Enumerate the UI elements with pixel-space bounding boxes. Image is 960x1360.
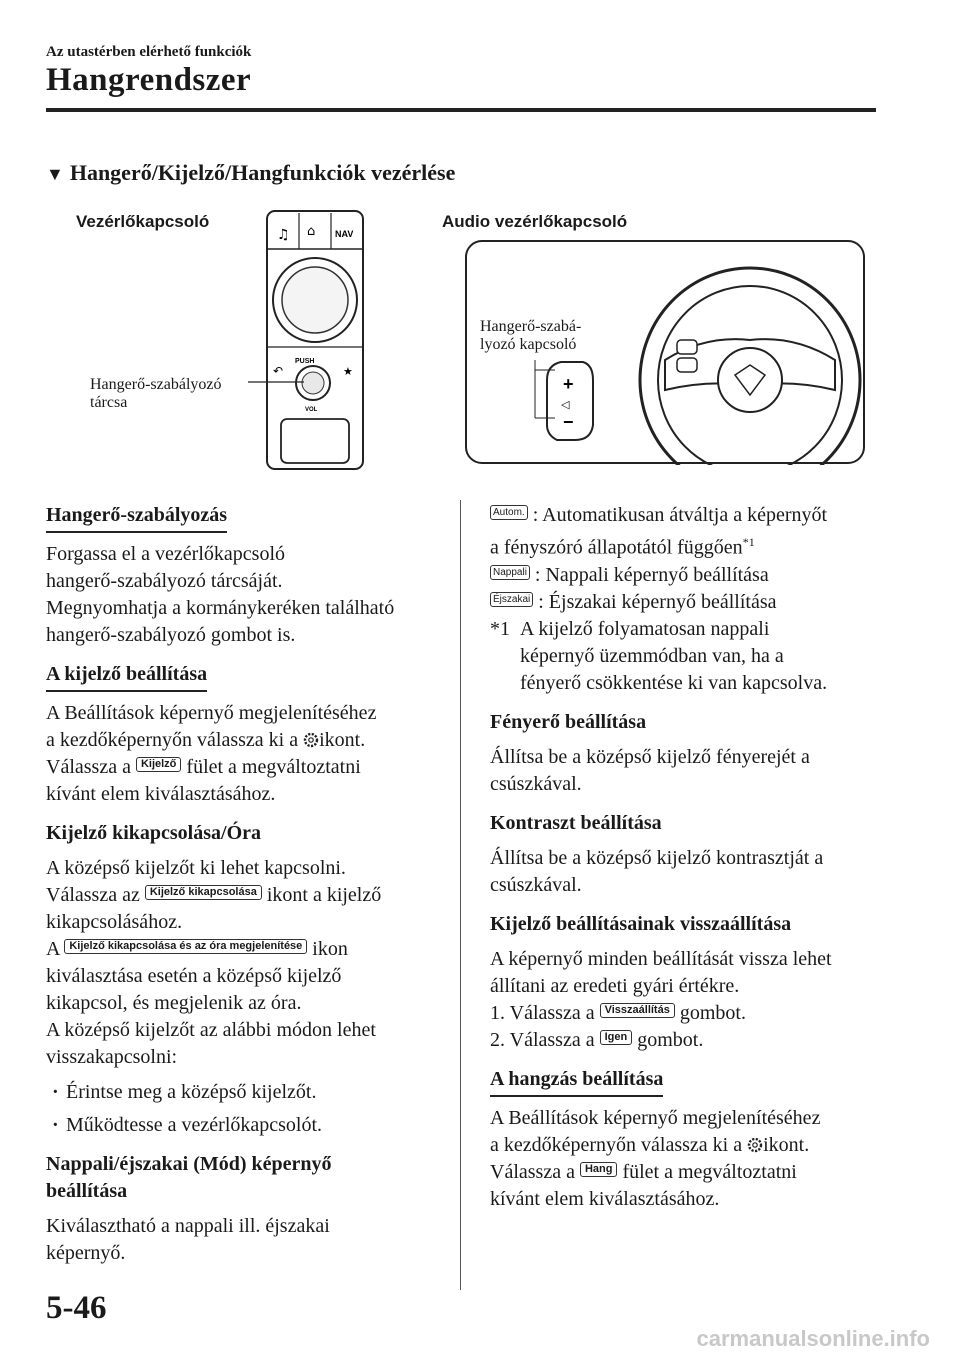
home-icon: ⌂	[307, 224, 316, 239]
left-column: Hangerő-szabályozás Forgassa el a vezérlőkapcsoló hangerő-szabályozó tárcsáját. Megnyomhatja a kormánykeréken található hangerő-szabályozó gombot is. A kijelző beállítása A Beállítások képernyő megjelenítéséhez a kezdőképernyőn válassza ki a ikont. Válassza a Kijelző fület a megváltoztatni kívánt elem kiválasztásához. Kijelző kikapcsolása/Óra A középső kijelzőt ki lehet kapcsolni. Válassza az Kijelző kikapcsolása ikont a kijelző kikapcsolásához. A Kijelző kikapcsolása és az óra megjelenítése ikon kiválasztása esetén a középső kijelző kikapcsol, és megjelenik az óra. A középső kijelzőt az alábbi módon lehet visszakapcsolni: · Érintse meg a középső kijelzőt. · Működtesse a vezérlőkapcsolót. Nappali/éjszakai (Mód) képernyő beállítása Kiválasztható a nappali ill. éjszakai képernyő.	[46, 502, 451, 1267]
list-item: · Működtesse a vezérlőkapcsolót.	[46, 1112, 451, 1139]
section-title-text: Hangerő/Kijelző/Hangfunkciók vezérlése	[69, 160, 456, 185]
footnote: *1 A kijelző folyamatosan nappali	[490, 617, 770, 640]
auto-mode-button[interactable]: Autom.	[490, 505, 528, 520]
left-callout-line	[246, 370, 306, 390]
title-rule	[46, 108, 876, 112]
reset-button[interactable]: Visszaállítás	[600, 1003, 675, 1018]
left-callout: Hangerő-szabályozó tárcsa	[90, 376, 222, 411]
nav-button-label: NAV	[335, 229, 354, 239]
brightness-heading: Fényerő beállítása	[490, 710, 647, 733]
watermark: carmanualsonline.info	[696, 1326, 930, 1351]
display-off-clock-button[interactable]: Kijelző kikapcsolása és az óra megjelenítése	[64, 939, 307, 954]
star-icon: ★	[343, 365, 353, 378]
mode-heading: Nappali/éjszakai (Mód) képernyő	[46, 1153, 332, 1175]
sound-tab-button[interactable]: Hang	[580, 1162, 618, 1177]
right-column: Autom. : Automatikusan átváltja a képernyőt a fényszóró állapotától függően$^{*1}$ Nappali : Nappali képernyő beállítása Éjszakai : Éjszakai képernyő beállítása *1 A kijelző folyamatosan nappali képernyő üzemmódban van, ha a fényerő csökkentése ki van kapcsolva. Fényerő beállítása Állítsa be a középső kijelző fényerejét a csúszkával. Kontraszt beállítása Állítsa be a középső kijelző kontrasztját a csúszkával. Kijelző beállításainak visszaállítása A képernyő minden beállítását vissza lehet állítani az eredeti gyári értékre. 1. Válassza a Visszaállítás gombot. 2. Válassza a Igen gombot. A hangzás beállítása A Beállítások képernyő megjelenítéséhez a kezdőképernyőn válassza ki a ikont. Válassza a Hang fület a megváltoztatni kívánt elem kiválasztásához.	[490, 502, 890, 1213]
minus-icon: −	[563, 412, 574, 432]
gear-icon	[747, 1137, 763, 1153]
plus-icon: +	[563, 374, 574, 394]
page-number: 5-46	[46, 1290, 107, 1326]
right-callout: Hangerő-szabá- lyozó kapcsoló	[480, 318, 582, 353]
contrast-heading: Kontraszt beállítása	[490, 811, 662, 834]
display-off-heading: Kijelző kikapcsolása/Óra	[46, 822, 261, 844]
section-title	[46, 160, 455, 186]
figure-right-label: Audio vezérlőkapcsoló	[442, 212, 628, 231]
display-tab-button[interactable]: Kijelző	[136, 757, 181, 772]
back-icon: ↶	[273, 364, 284, 378]
vol-label: VOL	[305, 407, 318, 413]
display-heading: A kijelző beállítása	[46, 661, 207, 692]
sound-heading: A hangzás beállítása	[490, 1066, 663, 1097]
volume-heading: Hangerő-szabályozás	[46, 502, 227, 533]
triangle-icon: ▼	[46, 164, 64, 184]
page-title: Hangrendszer	[46, 62, 252, 98]
day-mode-button[interactable]: Nappali	[490, 565, 530, 580]
gear-icon	[303, 732, 319, 748]
list-item: · Érintse meg a középső kijelzőt.	[46, 1079, 451, 1106]
night-mode-button[interactable]: Éjszakai	[490, 592, 533, 607]
push-label: PUSH	[295, 358, 315, 365]
music-icon: ♫	[277, 227, 290, 243]
reset-heading: Kijelző beállításainak visszaállítása	[490, 912, 792, 935]
yes-button[interactable]: Igen	[600, 1030, 633, 1045]
display-off-button[interactable]: Kijelző kikapcsolása	[145, 885, 262, 900]
column-divider	[460, 500, 461, 1290]
figure-left-label: Vezérlőkapcsoló	[76, 212, 210, 231]
chapter-label: Az utastérben elérhető funkciók	[46, 44, 252, 60]
mute-icon: ◁	[561, 398, 570, 411]
commander-switch-illustration	[255, 205, 375, 475]
